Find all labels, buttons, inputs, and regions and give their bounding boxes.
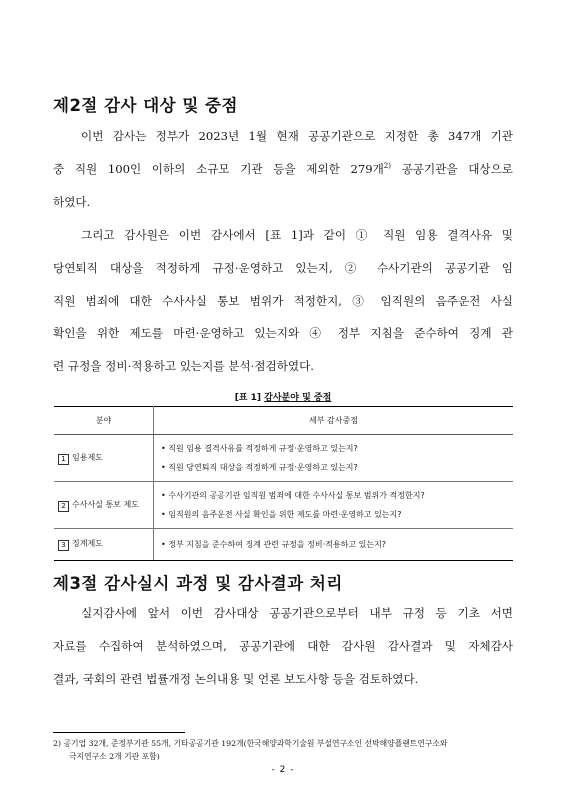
text-line: 확인을 위한 제도를 마련·운영하고 있는지와 ④ 정부 지침을 준수하여 징계 관 <box>53 326 513 341</box>
text-line: 실지감사에 앞서 이번 감사대상 공공기관으로부터 내부 규정 등 기초 서면 <box>81 606 513 620</box>
audit-point: • 직원 당연퇴직 대상을 적정하게 규정·운영하고 있는지? <box>161 463 358 472</box>
table-caption-label: [표 1] <box>234 393 262 403</box>
section-2-paragraph-2 <box>53 219 513 383</box>
table-caption-title: 감사분야 및 중점 <box>264 393 332 403</box>
footnote-line: 공기업 32개, 준정부기관 55개, 기타공공기관 192개(한국해양과학기술원 부설연구소인 선박해양플랜트연구소와 <box>63 739 448 748</box>
number-box: 3 <box>58 540 69 551</box>
text-line: 이번 감사는 정부가 2023년 1월 현재 공공기관으로 지정한 총 347개 기관 <box>81 129 513 143</box>
area-label: 수사사실 통보 제도 <box>72 499 139 509</box>
text-line: 결과, 국회의 관련 법률개정 논의내용 및 언론 보도사항 등을 검토하였다. <box>53 671 419 686</box>
number-box: 1 <box>58 454 69 465</box>
table-row <box>54 529 513 561</box>
audit-point: • 임직원의 음주운전 사실 확인을 위한 제도를 마련·운영하고 있는지? <box>161 510 402 519</box>
footnote-marker: 2) <box>53 739 62 748</box>
section-3-heading: 제3절 감사실시 과정 및 감사결과 처리 <box>53 574 343 593</box>
table-caption <box>0 390 566 403</box>
text-span: 공공기관을 대상으로 <box>390 161 513 176</box>
table-header-row <box>54 407 513 435</box>
footnote <box>53 737 515 763</box>
points-cell <box>154 435 514 482</box>
section-2-paragraph-1 <box>53 120 513 218</box>
area-cell <box>54 482 154 529</box>
text-line: 자료를 수집하여 분석하였으며, 공공기관에 대한 감사원 감사결과 및 자체감사 <box>53 638 513 653</box>
text-line: 하였다. <box>53 194 91 209</box>
area-label: 징계제도 <box>72 539 103 548</box>
audit-point: • 수사기관의 공공기관 임직원 범죄에 대한 수사사실 통보 범위가 적정한지? <box>161 491 425 500</box>
area-cell <box>54 529 154 561</box>
number-box: 2 <box>58 501 69 512</box>
footnote-ref[interactable]: 2) <box>383 161 391 170</box>
section-3-paragraph <box>53 597 513 695</box>
column-header-area: 분야 <box>54 407 154 435</box>
page-number: - 2 - <box>271 765 295 775</box>
text-line: 당연퇴직 대상을 적정하게 규정·운영하고 있는지, ② 수사기관의 공공기관 임 <box>53 260 513 275</box>
points-cell <box>154 482 514 529</box>
text-line <box>53 153 513 186</box>
audit-focus-table <box>54 406 513 561</box>
footnote-line: 극지연구소 2개 기관 포함) <box>69 752 160 761</box>
area-cell <box>54 435 154 482</box>
section-2-heading: 제2절 감사 대상 및 중점 <box>53 96 238 115</box>
table-row <box>54 435 513 482</box>
table-row <box>54 482 513 529</box>
column-header-points: 세부 감사중점 <box>154 407 514 435</box>
text-line: 련 규정을 정비·적용하고 있는지를 분석·점검하였다. <box>53 359 314 374</box>
audit-point: • 직원 임용 결격사유를 적정하게 규정·운영하고 있는지? <box>161 444 358 453</box>
footnote-divider <box>53 732 185 733</box>
text-line: 그리고 감사원은 이번 감사에서 [표 1]과 같이 ① 직원 임용 결격사유 및 <box>81 228 513 242</box>
points-cell <box>154 529 514 561</box>
audit-point: • 정부 지침을 준수하여 징계 관련 규정을 정비·적용하고 있는지? <box>161 540 387 549</box>
text-span: 중 직원 100인 이하의 소규모 기관 등을 제외한 279개 <box>53 161 384 176</box>
area-label: 임용제도 <box>72 452 103 462</box>
text-line: 직원 범죄에 대한 수사사실 통보 범위가 적정한지, ③ 임직원의 음주운전 사실 <box>53 293 513 308</box>
